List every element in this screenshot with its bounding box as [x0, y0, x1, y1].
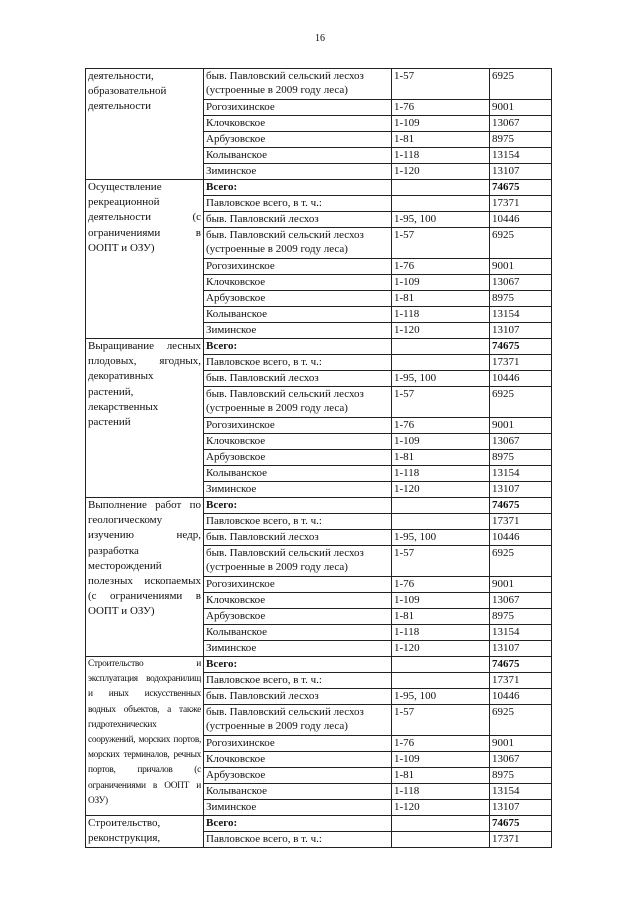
quarters: 1-81 — [392, 609, 490, 625]
total-label: Всего: — [204, 180, 392, 196]
area: 17371 — [490, 355, 552, 371]
quarters — [392, 832, 490, 848]
area: 10446 — [490, 371, 552, 387]
area: 8975 — [490, 132, 552, 148]
area: 13107 — [490, 164, 552, 180]
area: 13154 — [490, 784, 552, 800]
pavlovskoe-total-label: Павловское всего, в т. ч.: — [204, 673, 392, 689]
quarters — [392, 339, 490, 355]
quarters: 1-95, 100 — [392, 212, 490, 228]
table-row — [86, 498, 552, 514]
quarters: 1-57 — [392, 228, 490, 259]
area: 13067 — [490, 116, 552, 132]
area: 13154 — [490, 466, 552, 482]
forestry-name: Рогозихинское — [204, 418, 392, 434]
forestry-name: Зиминское — [204, 323, 392, 339]
quarters: 1-109 — [392, 434, 490, 450]
quarters: 1-118 — [392, 625, 490, 641]
area: 8975 — [490, 609, 552, 625]
area: 9001 — [490, 100, 552, 116]
total-area: 74675 — [490, 339, 552, 355]
area: 13107 — [490, 800, 552, 816]
quarters: 1-81 — [392, 450, 490, 466]
forestry-name: Зиминское — [204, 482, 392, 498]
activity-cell: Строительство, реконструкция, — [86, 816, 204, 848]
forestry-name: быв. Павловский сельский лесхоз (устроенные в 2009 году леса) — [204, 69, 392, 100]
area: 8975 — [490, 450, 552, 466]
forestry-name: Арбузовское — [204, 609, 392, 625]
area: 13067 — [490, 434, 552, 450]
total-label: Всего: — [204, 339, 392, 355]
quarters — [392, 180, 490, 196]
area: 9001 — [490, 736, 552, 752]
table-row — [86, 657, 552, 673]
quarters — [392, 196, 490, 212]
area: 13067 — [490, 593, 552, 609]
quarters: 1-76 — [392, 418, 490, 434]
forestry-name: быв. Павловский лесхоз — [204, 689, 392, 705]
quarters: 1-57 — [392, 546, 490, 577]
activity-cell: Строительство и эксплуатация водохранилищ и иных искусственных водных объектов, а также гидротехнических сооружений, морских портов, морских терминалов, речных портов, причалов (с ограничениями в ООПТ и ОЗУ) — [86, 657, 204, 816]
forestry-name: Рогозихинское — [204, 736, 392, 752]
area: 13154 — [490, 148, 552, 164]
area: 9001 — [490, 577, 552, 593]
forestry-name: Клочковское — [204, 593, 392, 609]
forestry-name: Арбузовское — [204, 291, 392, 307]
area: 13107 — [490, 482, 552, 498]
area: 9001 — [490, 259, 552, 275]
area: 17371 — [490, 673, 552, 689]
quarters: 1-120 — [392, 164, 490, 180]
forestry-name: Колыванское — [204, 466, 392, 482]
forestry-name: Колыванское — [204, 307, 392, 323]
quarters: 1-109 — [392, 116, 490, 132]
quarters: 1-120 — [392, 482, 490, 498]
forestry-name: Клочковское — [204, 116, 392, 132]
quarters: 1-120 — [392, 800, 490, 816]
forestry-name: Колыванское — [204, 148, 392, 164]
quarters — [392, 498, 490, 514]
area: 13154 — [490, 307, 552, 323]
area: 13154 — [490, 625, 552, 641]
quarters: 1-57 — [392, 387, 490, 418]
area: 8975 — [490, 291, 552, 307]
quarters: 1-76 — [392, 577, 490, 593]
activity-cell: Выполнение работ по геологическому изучению недр, разработка месторождений полезных ископаемых (с ограничениями в ООПТ и ОЗУ) — [86, 498, 204, 657]
area: 6925 — [490, 228, 552, 259]
quarters: 1-109 — [392, 593, 490, 609]
total-label: Всего: — [204, 657, 392, 673]
quarters: 1-118 — [392, 307, 490, 323]
quarters: 1-57 — [392, 705, 490, 736]
area: 10446 — [490, 530, 552, 546]
forestry-name: Клочковское — [204, 434, 392, 450]
quarters: 1-57 — [392, 69, 490, 100]
quarters: 1-120 — [392, 323, 490, 339]
area: 17371 — [490, 196, 552, 212]
quarters: 1-120 — [392, 641, 490, 657]
forestry-name: Арбузовское — [204, 768, 392, 784]
forestry-name: Зиминское — [204, 641, 392, 657]
forestry-name: Колыванское — [204, 625, 392, 641]
quarters: 1-95, 100 — [392, 371, 490, 387]
quarters: 1-118 — [392, 466, 490, 482]
page-number: 16 — [315, 33, 325, 44]
forest-use-table — [85, 68, 552, 848]
table-row — [86, 816, 552, 832]
activity-cell: Выращивание лесных плодовых, ягодных, декоративных растений, лекарственных растений — [86, 339, 204, 498]
area: 17371 — [490, 514, 552, 530]
area: 8975 — [490, 768, 552, 784]
forestry-name: Рогозихинское — [204, 577, 392, 593]
area: 6925 — [490, 69, 552, 100]
forestry-name: быв. Павловский сельский лесхоз (устроенные в 2009 году леса) — [204, 228, 392, 259]
quarters — [392, 657, 490, 673]
quarters: 1-76 — [392, 736, 490, 752]
quarters — [392, 514, 490, 530]
quarters: 1-95, 100 — [392, 530, 490, 546]
forestry-name: быв. Павловский сельский лесхоз (устроенные в 2009 году леса) — [204, 546, 392, 577]
forestry-name: Рогозихинское — [204, 100, 392, 116]
quarters: 1-118 — [392, 148, 490, 164]
forestry-name: Рогозихинское — [204, 259, 392, 275]
quarters: 1-109 — [392, 752, 490, 768]
area: 17371 — [490, 832, 552, 848]
pavlovskoe-total-label: Павловское всего, в т. ч.: — [204, 832, 392, 848]
forestry-name: быв. Павловский лесхоз — [204, 371, 392, 387]
area: 6925 — [490, 546, 552, 577]
table-row — [86, 339, 552, 355]
area: 13107 — [490, 323, 552, 339]
quarters: 1-76 — [392, 100, 490, 116]
forestry-name: Арбузовское — [204, 450, 392, 466]
area: 13107 — [490, 641, 552, 657]
activity-cell: деятельности, образовательной деятельности — [86, 69, 204, 180]
forestry-name: Клочковское — [204, 275, 392, 291]
total-area: 74675 — [490, 498, 552, 514]
forestry-name: быв. Павловский сельский лесхоз (устроенные в 2009 году леса) — [204, 705, 392, 736]
total-area: 74675 — [490, 657, 552, 673]
forestry-name: Клочковское — [204, 752, 392, 768]
quarters: 1-76 — [392, 259, 490, 275]
area: 9001 — [490, 418, 552, 434]
area: 6925 — [490, 387, 552, 418]
total-area: 74675 — [490, 180, 552, 196]
quarters: 1-118 — [392, 784, 490, 800]
quarters — [392, 355, 490, 371]
forestry-name: быв. Павловский лесхоз — [204, 212, 392, 228]
quarters — [392, 673, 490, 689]
total-label: Всего: — [204, 498, 392, 514]
forestry-name: Зиминское — [204, 164, 392, 180]
quarters: 1-95, 100 — [392, 689, 490, 705]
area: 10446 — [490, 689, 552, 705]
forestry-name: Зиминское — [204, 800, 392, 816]
area: 6925 — [490, 705, 552, 736]
forestry-name: быв. Павловский сельский лесхоз (устроенные в 2009 году леса) — [204, 387, 392, 418]
activity-cell: Осуществление рекреационной деятельности (с ограничениями в ООПТ и ОЗУ) — [86, 180, 204, 339]
total-area: 74675 — [490, 816, 552, 832]
quarters: 1-81 — [392, 132, 490, 148]
table-row — [86, 69, 552, 100]
pavlovskoe-total-label: Павловское всего, в т. ч.: — [204, 355, 392, 371]
area: 10446 — [490, 212, 552, 228]
forestry-name: Арбузовское — [204, 132, 392, 148]
quarters: 1-81 — [392, 768, 490, 784]
area: 13067 — [490, 752, 552, 768]
forestry-name: Колыванское — [204, 784, 392, 800]
forestry-name: быв. Павловский лесхоз — [204, 530, 392, 546]
quarters: 1-81 — [392, 291, 490, 307]
area: 13067 — [490, 275, 552, 291]
table-row — [86, 180, 552, 196]
quarters: 1-109 — [392, 275, 490, 291]
total-label: Всего: — [204, 816, 392, 832]
pavlovskoe-total-label: Павловское всего, в т. ч.: — [204, 514, 392, 530]
pavlovskoe-total-label: Павловское всего, в т. ч.: — [204, 196, 392, 212]
quarters — [392, 816, 490, 832]
